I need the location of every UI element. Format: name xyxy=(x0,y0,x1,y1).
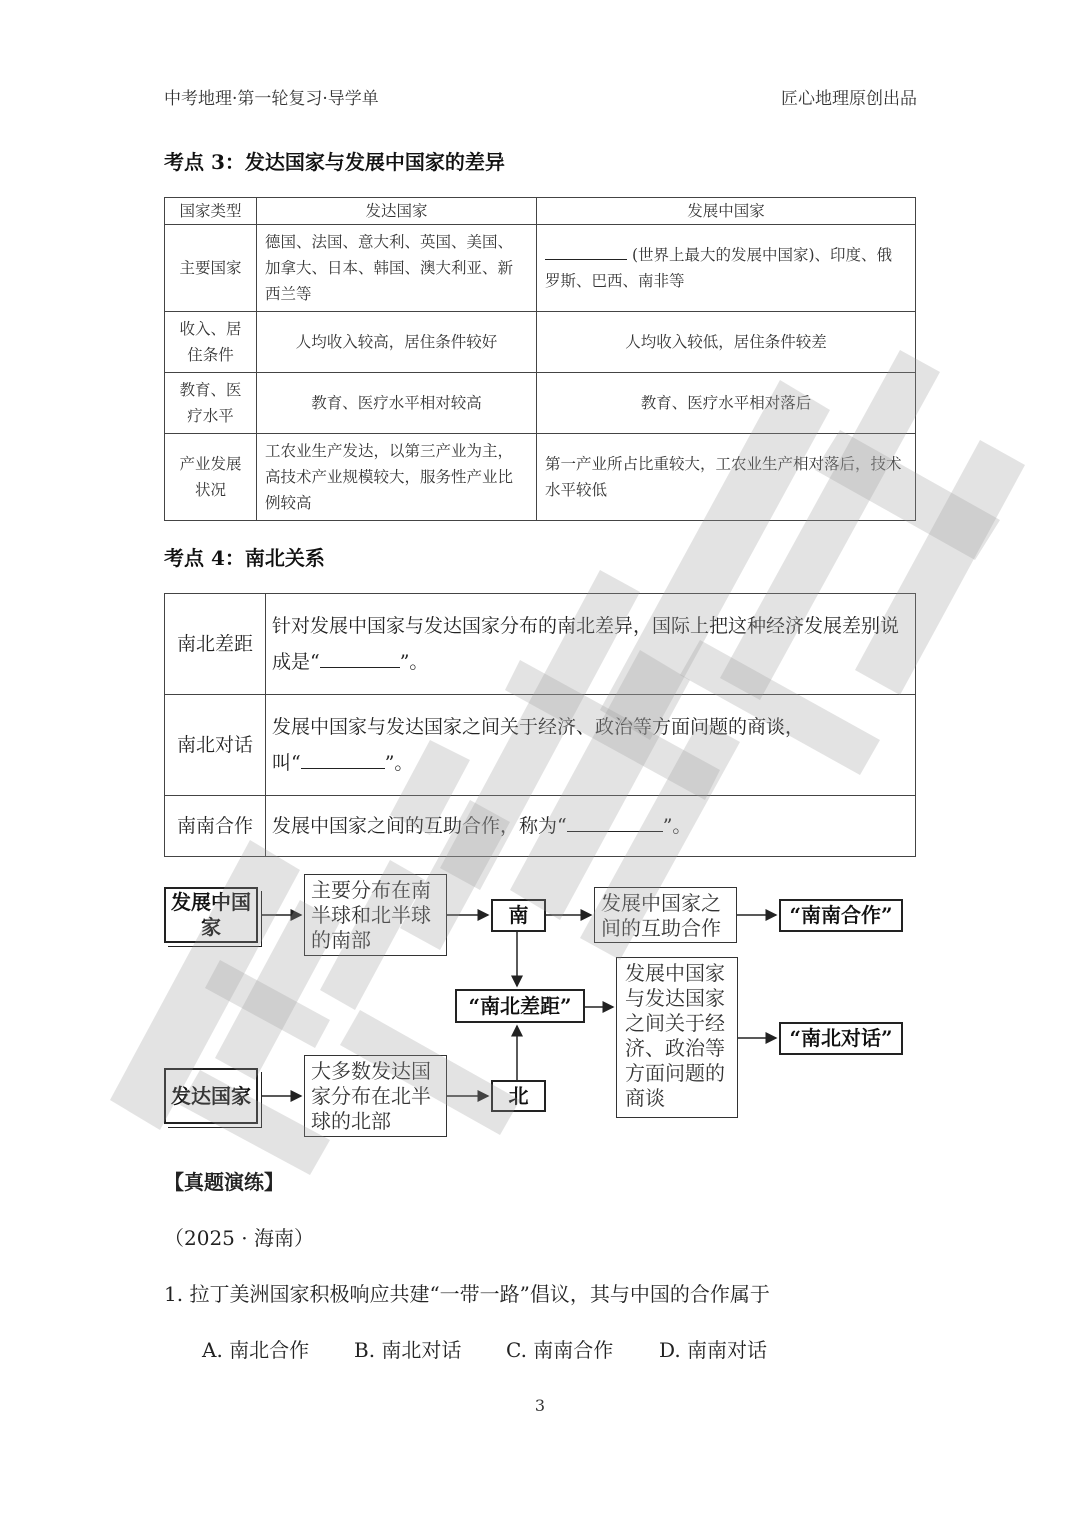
text-part: 叫“ xyxy=(272,752,301,774)
developed-cell: 工农业生产发达，以第三产业为主，高技术产业规模较大，服务性产业比例较高 xyxy=(257,434,537,521)
north-south-gap-box: “南北差距” xyxy=(455,989,585,1023)
option-b[interactable]: B. 南北对话 xyxy=(354,1338,462,1362)
south-south-cooperation-box: “南南合作” xyxy=(779,899,903,932)
text-part: 发展中国家与发达国家之间关于经济、政治等方面问题的商谈， xyxy=(272,716,805,738)
developing-cell: 第一产业所占比重较大，工农业生产相对落后，技术水平较低 xyxy=(537,434,916,521)
developing-cell: 人均收入较低，居住条件较差 xyxy=(537,312,916,373)
north-box: 北 xyxy=(491,1080,546,1112)
developing-country-box: 发展中国家 xyxy=(164,887,258,943)
option-c[interactable]: C. 南南合作 xyxy=(506,1338,614,1362)
header-right: 匠心地理原创出品 xyxy=(781,89,917,109)
developed-cell: 人均收入较高，居住条件较好 xyxy=(257,312,537,373)
question-source: （2025 · 海南） xyxy=(164,1226,314,1250)
developing-distribution-box: 主要分布在南半球和北半球的南部 xyxy=(304,874,447,956)
north-south-dialogue-box: “南北对话” xyxy=(779,1022,903,1055)
developed-distribution-box: 大多数发达国家分布在北半球的北部 xyxy=(304,1055,447,1137)
question-text: 1. 拉丁美洲国家积极响应共建“一带一路”倡议，其与中国的合作属于 xyxy=(164,1282,770,1306)
col-header: 发展中国家 xyxy=(537,198,916,225)
developed-country-box: 发达国家 xyxy=(164,1068,258,1124)
south-box: 南 xyxy=(491,899,546,932)
text-part: ”。 xyxy=(384,752,414,774)
row-label: 产业发展状况 xyxy=(165,434,257,521)
row-label: 主要国家 xyxy=(165,225,257,312)
developing-cell: 教育、医疗水平相对落后 xyxy=(537,373,916,434)
developed-cell: 教育、医疗水平相对较高 xyxy=(257,373,537,434)
col-header: 发达国家 xyxy=(257,198,537,225)
text-part: 针对发展中国家与发达国家分布的南北差异，国际上把这种经济发展差别说成是“ xyxy=(272,615,900,673)
row-label: 教育、医疗水平 xyxy=(165,373,257,434)
text-part: ”。 xyxy=(399,651,429,673)
developing-text: (世界上最大的发展中国家)、印度、俄罗斯、巴西、南非等 xyxy=(545,246,893,290)
text-part: 发展中国家之间的互助合作，称为“ xyxy=(272,815,567,837)
row-label: 南北差距 xyxy=(165,594,266,695)
text-part: ”。 xyxy=(662,815,692,837)
row-label: 收入、居住条件 xyxy=(165,312,257,373)
developed-cell: 德国、法国、意大利、英国、美国、加拿大、日本、韩国、澳大利亚、新西兰等 xyxy=(257,225,537,312)
option-d[interactable]: D. 南南对话 xyxy=(659,1338,768,1362)
practice-heading: 【真题演练】 xyxy=(164,1170,284,1194)
col-header: 国家类型 xyxy=(165,198,257,225)
dialogue-desc-box: 发展中国家与发达国家之间关于经济、政治等方面问题的商谈 xyxy=(616,957,738,1118)
row-label: 南北对话 xyxy=(165,695,266,796)
header-left: 中考地理·第一轮复习·导学单 xyxy=(164,89,379,109)
section3-title: 考点 3：发达国家与发展中国家的差异 xyxy=(164,150,505,174)
section4-title: 考点 4：南北关系 xyxy=(164,546,325,570)
option-a[interactable]: A. 南北合作 xyxy=(202,1338,310,1362)
page-number: 3 xyxy=(534,1396,546,1415)
south-south-desc-box: 发展中国家之间的互助合作 xyxy=(594,887,737,943)
row-label: 南南合作 xyxy=(165,796,266,857)
